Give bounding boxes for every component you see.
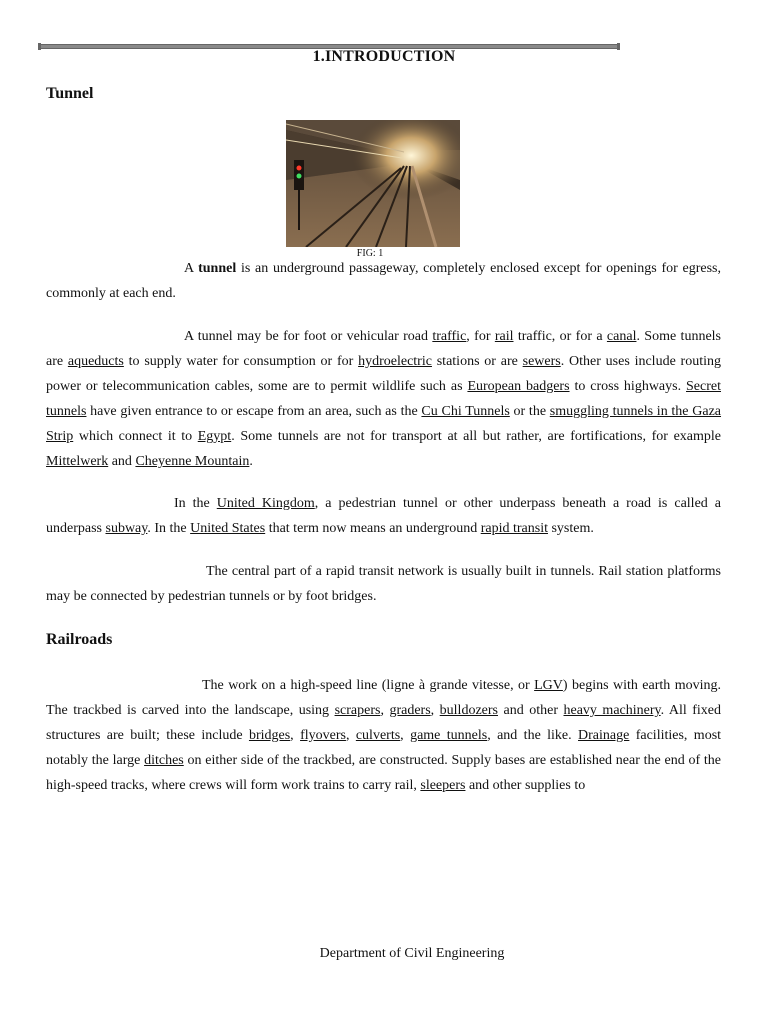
page-footer: Department of Civil Engineering xyxy=(319,946,505,961)
link-sleepers[interactable]: sleepers xyxy=(420,778,466,793)
link-graders[interactable]: graders xyxy=(389,703,431,718)
link-sewers[interactable]: sewers xyxy=(522,354,561,369)
bold-term-tunnel: tunnel xyxy=(198,261,237,276)
link-rapid-transit[interactable]: rapid transit xyxy=(480,521,548,536)
figure-caption: FIG: 1 xyxy=(356,248,384,259)
link-hydroelectric[interactable]: hydroelectric xyxy=(358,354,432,369)
link-bridges[interactable]: bridges xyxy=(248,728,291,743)
link-cheyenne-mountain[interactable]: Cheyenne Mountain xyxy=(135,454,250,469)
link-lgv[interactable]: LGV xyxy=(534,678,563,693)
link-canal[interactable]: canal xyxy=(606,329,637,344)
paragraph-tunnel-uses: A tunnel may be for foot or vehicular road traffic, for rail traffic, or for a canal. Some tunnels are aqueducts to supply water for consumption or for hydroelectric stations or are sewers. Other uses include routing power or telecommunication cables, some are to permit wildlife such as European badgers to cross highways. Secret tunnels have given entrance to or escape from an area, such as the Cu Chi Tunnels or the smuggling tunnels in the Gaza Strip which connect it to Egypt. Some tunnels are not for transport at all but rather, are fortifications, for example Mittelwerk and Cheyenne Mountain. xyxy=(46,329,722,469)
link-aqueducts[interactable]: aqueducts xyxy=(67,354,124,369)
link-european-badgers[interactable]: European badgers xyxy=(467,379,570,394)
link-drainage[interactable]: Drainage xyxy=(578,728,630,743)
link-game-tunnels[interactable]: game tunnels xyxy=(410,728,488,743)
link-united-states[interactable]: United States xyxy=(190,521,266,536)
link-united-kingdom[interactable]: United Kingdom xyxy=(216,496,315,511)
link-gaza-smuggling-tunnels[interactable]: smuggling tunnels in the Gaza Strip xyxy=(46,404,722,444)
link-subway[interactable]: subway xyxy=(105,521,148,536)
link-egypt[interactable]: Egypt xyxy=(197,429,232,444)
link-bulldozers[interactable]: bulldozers xyxy=(439,703,498,718)
section-heading-railroads: Railroads xyxy=(46,631,113,648)
tunnel-photo xyxy=(286,120,460,247)
link-culverts[interactable]: culverts xyxy=(355,728,401,743)
link-cu-chi-tunnels[interactable]: Cu Chi Tunnels xyxy=(421,404,510,419)
link-ditches[interactable]: ditches xyxy=(144,753,184,768)
paragraph-subway: In the United Kingdom, a pedestrian tunnel or other underpass beneath a road is called a underpass subway. In the United States that term now means an underground rapid transit system. xyxy=(46,496,721,536)
link-flyovers[interactable]: flyovers xyxy=(300,728,346,743)
link-heavy-machinery[interactable]: heavy machinery xyxy=(563,703,661,718)
page-title: 1.INTRODUCTION xyxy=(312,48,456,65)
paragraph-tunnel-definition: A tunnel is an underground passageway, completely enclosed except for openings for egress, commonly at each end. xyxy=(46,261,721,301)
link-scrapers[interactable]: scrapers xyxy=(334,703,381,718)
link-traffic[interactable]: traffic xyxy=(432,329,467,344)
paragraph-railroads: The work on a high-speed line (ligne à grande vitesse, or LGV) begins with earth moving. The trackbed is carved into the landscape, using scrapers, graders, bulldozers and other heavy machinery. All fixed structures are built; these include bridges, flyovers, culverts, game tunnels, and the like. Drainage facilities, most notably the large ditches on either side of the trackbed, are constructed. Supply bases are established near the end of the high-speed tracks, where crews will form work trains to carry rail, sleepers and other supplies to xyxy=(46,678,722,793)
link-rail[interactable]: rail xyxy=(494,329,514,344)
link-secret-tunnels[interactable]: Secret tunnels xyxy=(46,379,721,419)
section-heading-tunnel: Tunnel xyxy=(46,85,94,102)
link-mittelwerk[interactable]: Mittelwerk xyxy=(46,454,109,469)
paragraph-rapid-transit: The central part of a rapid transit network is usually built in tunnels. Rail station platforms may be connected by pedestrian tunnels or by foot bridges. xyxy=(46,564,721,604)
